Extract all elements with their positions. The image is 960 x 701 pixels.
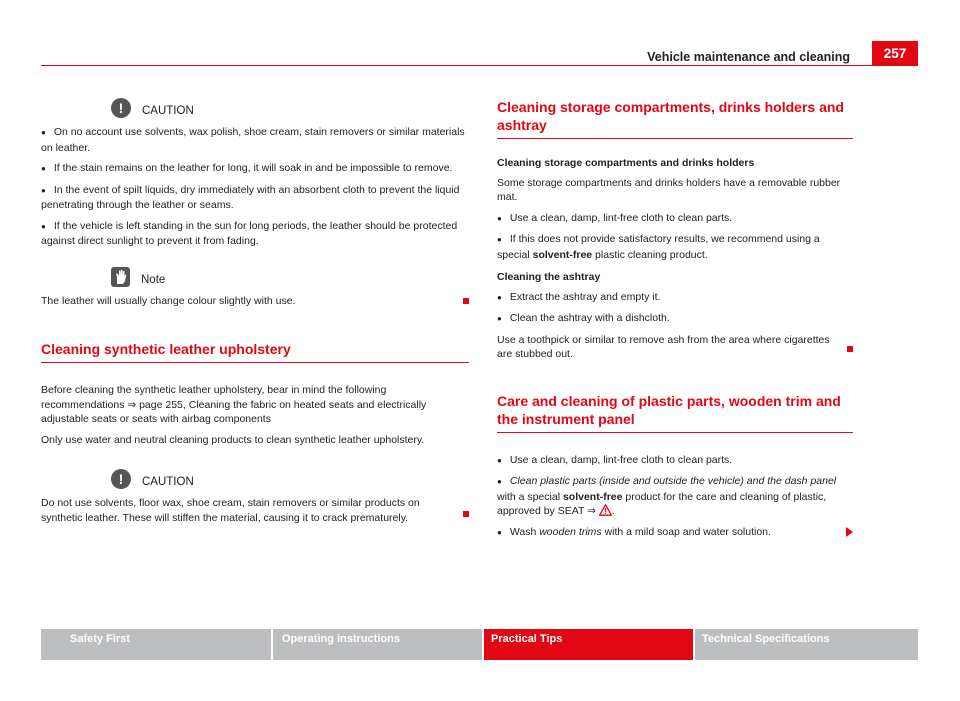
exclamation-icon: ! bbox=[111, 469, 131, 489]
caution-item: ● On no account use solvents, wax polish, shoe cream, stain removers or similar materials on leather. bbox=[41, 125, 469, 155]
list-item-text: Wash bbox=[509, 525, 540, 538]
section-end-marker bbox=[847, 346, 853, 352]
list-item bbox=[497, 525, 853, 541]
list-item-text: If this does not provide satisfactory results, we recommend using a special bbox=[497, 233, 820, 261]
running-header-title: Vehicle maintenance and cleaning bbox=[647, 50, 850, 64]
header-rule bbox=[41, 65, 918, 66]
emphasis-text: solvent-free bbox=[532, 248, 593, 261]
caution-item: ● If the stain remains on the leather for long, it will soak in and be impossible to remove. bbox=[41, 161, 469, 177]
list-item-text: with a special bbox=[497, 490, 563, 503]
list-item-text: . bbox=[611, 505, 615, 517]
storage-paragraph: Some storage compartments and drinks holders have a removable rubber mat. bbox=[497, 176, 841, 203]
note-text: The leather will usually change colour slightly with use. bbox=[41, 294, 296, 307]
section-heading-storage: Cleaning storage compartments, drinks holders and ashtray bbox=[497, 98, 853, 139]
subheading-storage: Cleaning storage compartments and drinks holders bbox=[497, 157, 755, 169]
section-heading-synthetic: Cleaning synthetic leather upholstery bbox=[41, 340, 469, 363]
ashtray-paragraph: Use a toothpick or similar to remove ash from the area where cigarettes are stubbed out. bbox=[497, 333, 830, 360]
tab-technical-specifications[interactable]: Technical Specifications bbox=[695, 629, 918, 660]
caution-item: ● If the vehicle is left standing in the sun for long periods, the leather should be protected against direct sunlight to prevent it from fading. bbox=[41, 219, 469, 249]
caution-title: CAUTION bbox=[142, 105, 194, 117]
tab-operating-instructions[interactable]: Operating instructions bbox=[273, 629, 482, 660]
section-end-marker bbox=[463, 511, 469, 517]
list-item: ● Use a clean, damp, lint-free cloth to clean parts. bbox=[497, 453, 853, 469]
note-hand-icon bbox=[111, 267, 130, 287]
section-end-marker bbox=[463, 298, 469, 304]
caution-text: Do not use solvents, floor wax, shoe cream, stain removers or similar products on synthetic leather. These will stiffen the material, causing it to crack prematurely. bbox=[41, 497, 420, 524]
italic-text: wooden trims bbox=[539, 525, 602, 538]
tab-practical-tips[interactable]: Practical Tips bbox=[484, 629, 693, 660]
synthetic-paragraph-1: Before cleaning the synthetic leather upholstery, bear in mind the following recommendations ⇒ page 255, Cleaning the fabric on heated seats and electrically adjustable seats or seats with airbag components bbox=[41, 384, 427, 425]
warning-triangle-icon[interactable] bbox=[599, 504, 612, 516]
list-item-text: plastic cleaning product. bbox=[592, 248, 708, 261]
left-content bbox=[41, 98, 469, 531]
list-item bbox=[497, 474, 853, 519]
section-heading-plastic: Care and cleaning of plastic parts, wooden trim and the instrument panel bbox=[497, 392, 853, 433]
footer-tab-bar bbox=[41, 629, 918, 660]
list-item: ● Use a clean, damp, lint-free cloth to clean parts. bbox=[497, 211, 853, 227]
page-number: 257 bbox=[872, 41, 918, 66]
list-item-text: with a mild soap and water solution. bbox=[601, 525, 771, 538]
note-title: Note bbox=[141, 273, 166, 286]
emphasis-text: solvent-free bbox=[562, 490, 623, 503]
list-item: ● Clean the ashtray with a dishcloth. bbox=[497, 311, 853, 327]
caution-title: CAUTION bbox=[142, 476, 194, 488]
list-item: ● Extract the ashtray and empty it. bbox=[497, 290, 853, 306]
italic-text: Clean plastic parts (inside and outside the vehicle) and the dash panel bbox=[509, 475, 837, 487]
synthetic-paragraph-2: Only use water and neutral cleaning products to clean synthetic leather upholstery. bbox=[41, 433, 425, 446]
subheading-ashtray: Cleaning the ashtray bbox=[497, 271, 601, 283]
exclamation-icon: ! bbox=[111, 98, 131, 118]
right-content bbox=[497, 98, 853, 546]
list-item bbox=[497, 232, 853, 262]
list-item-text: product for the care and cleaning of plastic, approved by SEAT ⇒ bbox=[497, 490, 827, 517]
caution-item: ● In the event of spilt liquids, dry immediately with an absorbent cloth to prevent the liquid penetrating through the leather or seams. bbox=[41, 183, 469, 213]
tab-safety-first[interactable]: Safety First bbox=[41, 629, 271, 660]
continue-arrow-icon bbox=[846, 527, 853, 537]
